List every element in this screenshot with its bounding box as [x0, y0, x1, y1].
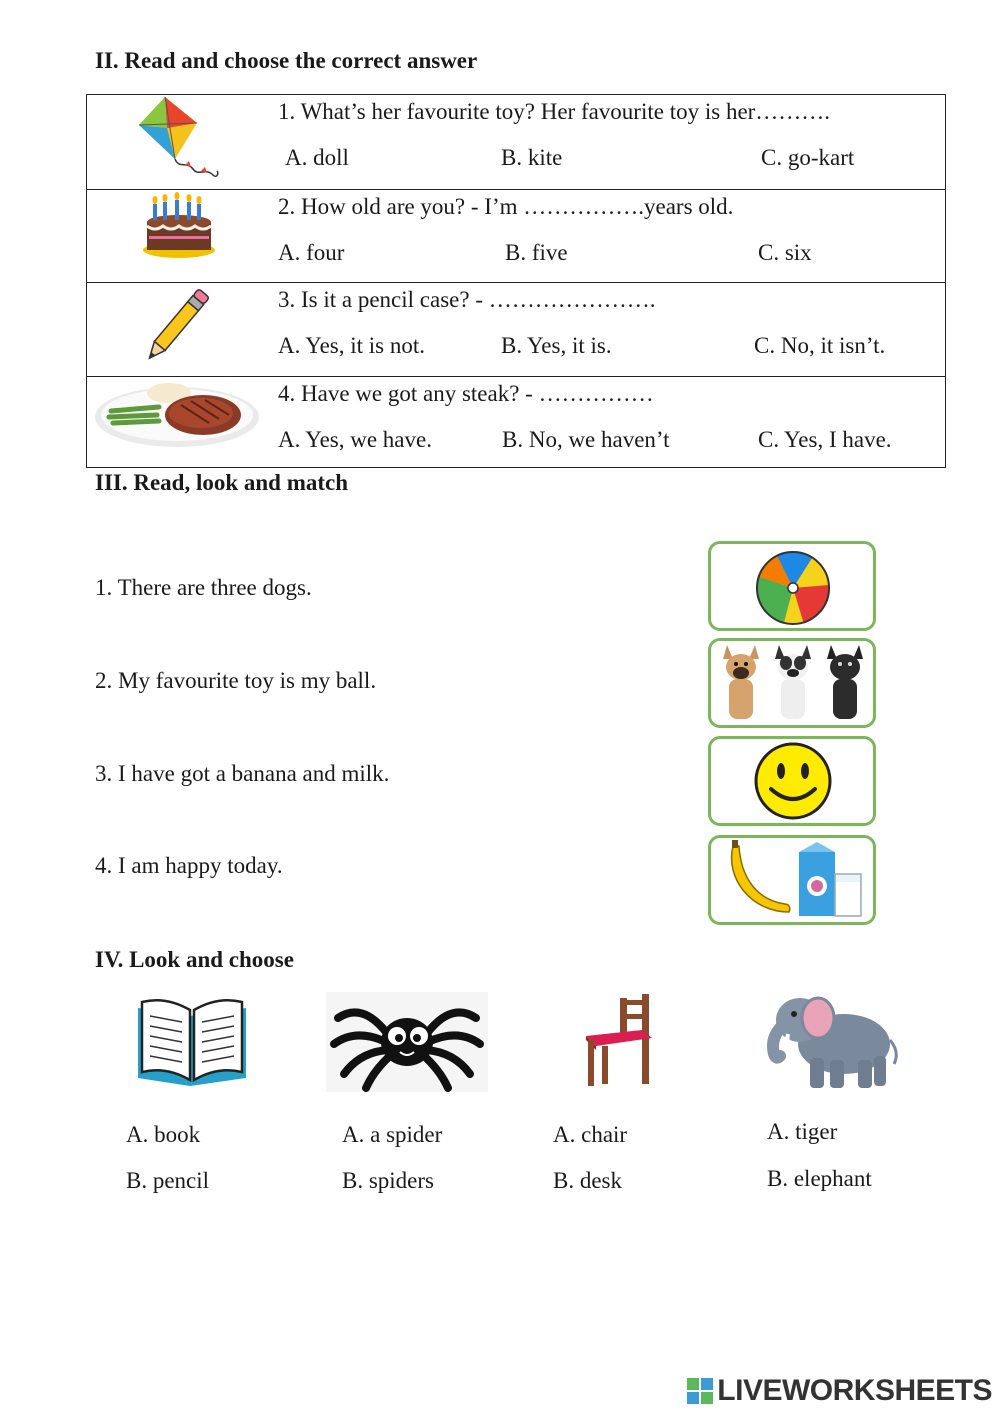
- match-image-banana-milk[interactable]: [708, 835, 876, 925]
- choice-3-b[interactable]: B. desk: [553, 1168, 622, 1193]
- section4-title: IV. Look and choose: [95, 947, 294, 972]
- option-a[interactable]: A. Yes, we have.: [278, 426, 432, 452]
- choice-2-b[interactable]: B. spiders: [342, 1168, 434, 1193]
- pencil-icon: [87, 283, 277, 376]
- choice-4-a[interactable]: A. tiger: [767, 1119, 838, 1144]
- smiley-face-icon: [711, 739, 873, 823]
- elephant-icon: [766, 988, 902, 1097]
- logo-text: LIVEWORKSHEETS: [717, 1374, 992, 1407]
- choice-3-a[interactable]: A. chair: [553, 1122, 628, 1147]
- birthday-cake-icon: [87, 190, 277, 283]
- question-table: [86, 94, 946, 468]
- option-c[interactable]: C. No, it isn’t.: [754, 333, 886, 358]
- question-3: 3. Is it a pencil case? - ………………….: [278, 287, 656, 312]
- table-row: [87, 376, 945, 470]
- chair-icon: [580, 990, 660, 1095]
- match-sentence-4[interactable]: 4. I am happy today.: [95, 853, 283, 878]
- option-c[interactable]: C. Yes, I have.: [758, 426, 892, 452]
- match-sentence-3[interactable]: 3. I have got a banana and milk.: [95, 761, 390, 786]
- option-b[interactable]: B. five: [505, 239, 568, 265]
- match-image-dogs[interactable]: [708, 638, 876, 728]
- question-4: 4. Have we got any steak? - ……………: [278, 380, 654, 406]
- match-sentence-2[interactable]: 2. My favourite toy is my ball.: [95, 668, 377, 693]
- choice-1-b[interactable]: B. pencil: [126, 1168, 210, 1193]
- option-c[interactable]: C. go-kart: [761, 145, 855, 170]
- table-row: [87, 95, 945, 189]
- book-icon: [134, 994, 250, 1095]
- banana-milk-icon: [711, 838, 873, 922]
- logo-mark-icon: [687, 1378, 713, 1404]
- table-row: [87, 189, 945, 283]
- three-dogs-icon: [711, 641, 873, 725]
- section3-title: III. Read, look and match: [95, 470, 349, 495]
- section2-title: II. Read and choose the correct answer: [95, 48, 478, 73]
- choice-2-a[interactable]: A. a spider: [342, 1122, 443, 1147]
- kite-icon: [87, 95, 277, 189]
- beach-ball-icon: [711, 544, 873, 628]
- question-1: 1. What’s her favourite toy? Her favourite toy is her……….: [278, 99, 831, 124]
- option-b[interactable]: B. No, we haven’t: [502, 426, 670, 452]
- steak-plate-icon: [87, 377, 277, 470]
- option-c[interactable]: C. six: [758, 239, 812, 265]
- choice-1-a[interactable]: A. book: [126, 1122, 201, 1147]
- option-b[interactable]: B. kite: [501, 145, 563, 170]
- choice-4-b[interactable]: B. elephant: [767, 1166, 872, 1191]
- match-image-smiley[interactable]: [708, 736, 876, 826]
- question-2: 2. How old are you? - I’m …………….years old.: [278, 193, 734, 219]
- option-b[interactable]: B. Yes, it is.: [501, 333, 612, 358]
- match-sentence-1[interactable]: 1. There are three dogs.: [95, 575, 312, 600]
- option-a[interactable]: A. doll: [285, 145, 349, 170]
- liveworksheets-logo: [687, 1374, 992, 1408]
- option-a[interactable]: A. four: [278, 239, 345, 265]
- table-row: [87, 282, 945, 376]
- match-image-ball[interactable]: [708, 541, 876, 631]
- option-a[interactable]: A. Yes, it is not.: [278, 333, 425, 358]
- spider-icon: [326, 992, 488, 1097]
